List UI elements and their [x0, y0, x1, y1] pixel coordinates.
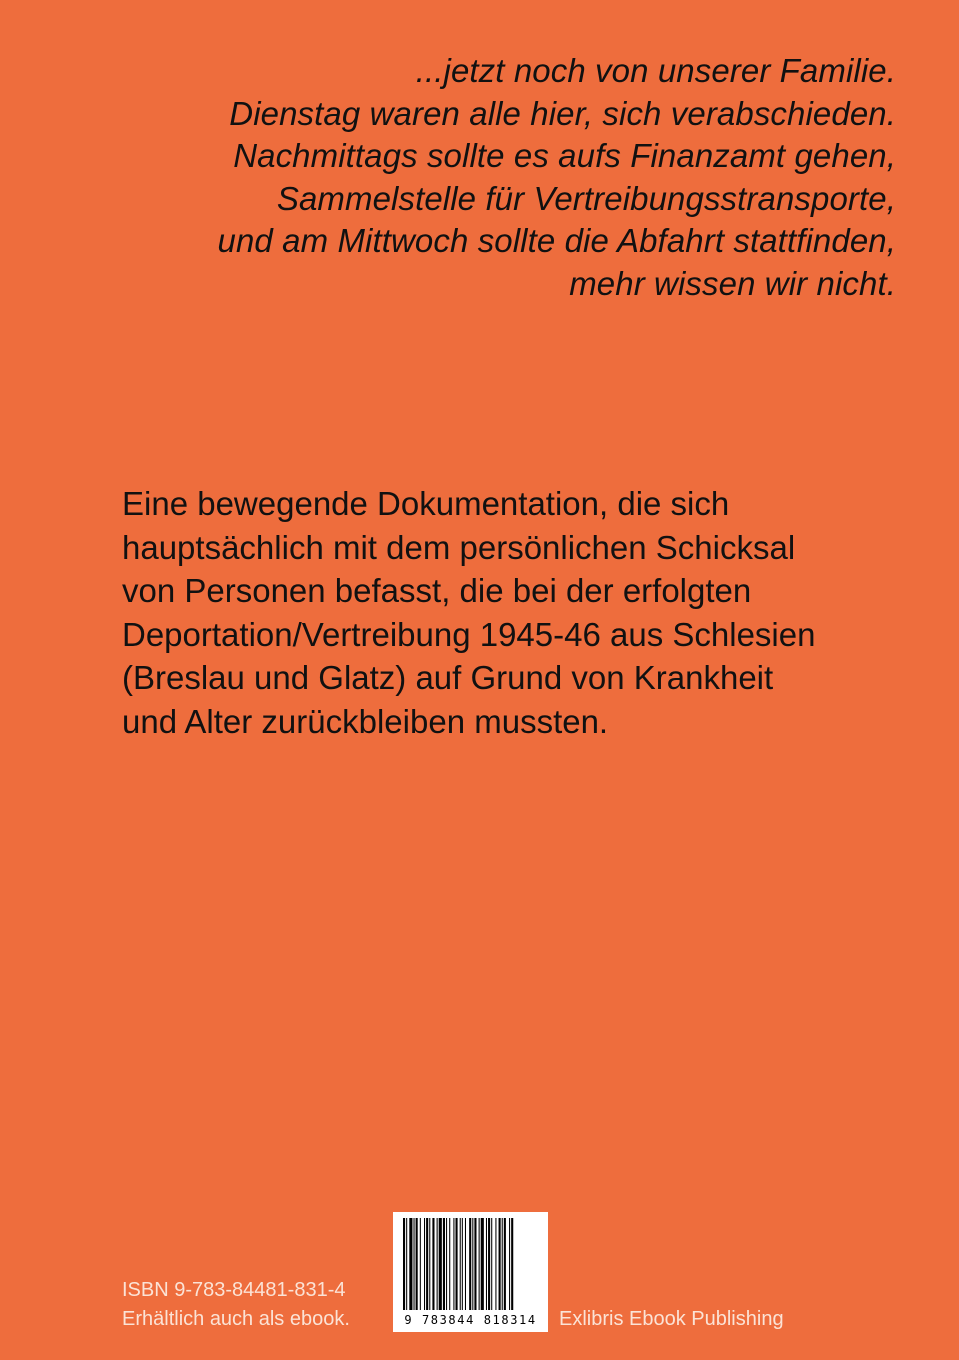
- ebook-note: Erhältlich auch als ebook.: [122, 1308, 350, 1330]
- description-line: Deportation/Vertreibung 1945-46 aus Schlesien: [122, 615, 816, 653]
- description-line: Eine bewegende Dokumentation, die sich: [122, 485, 730, 522]
- quote-block: [36, 50, 896, 305]
- quote-line: Nachmittags sollte es aufs Finanzamt gehen,: [233, 137, 896, 174]
- barcode: [393, 1212, 548, 1332]
- description-line: hauptsächlich mit dem persönlichen Schicksal: [122, 528, 796, 566]
- quote-line: Sammelstelle für Vertreibungsstransporte,: [276, 179, 896, 217]
- quote-line: ...jetzt noch von unserer Familie.: [415, 52, 896, 89]
- quote-line: mehr wissen wir nicht.: [569, 264, 896, 302]
- quote-line: und am Mittwoch sollte die Abfahrt stattfinden,: [217, 222, 896, 259]
- description-line: und Alter zurückbleiben mussten.: [122, 702, 609, 740]
- description-line: (Breslau und Glatz) auf Grund von Krankheit: [122, 659, 774, 696]
- publisher-name: Exlibris Ebook Publishing: [559, 1308, 784, 1330]
- barcode-number: 9 783844 818314: [404, 1313, 537, 1327]
- isbn-text: ISBN 9-783-84481-831-4: [122, 1279, 346, 1301]
- barcode-bars: [399, 1218, 542, 1310]
- description-line: von Personen befasst, die bei der erfolgten: [122, 572, 752, 609]
- quote-line: Dienstag waren alle hier, sich verabschieden.: [229, 94, 896, 132]
- description-block: [122, 482, 922, 743]
